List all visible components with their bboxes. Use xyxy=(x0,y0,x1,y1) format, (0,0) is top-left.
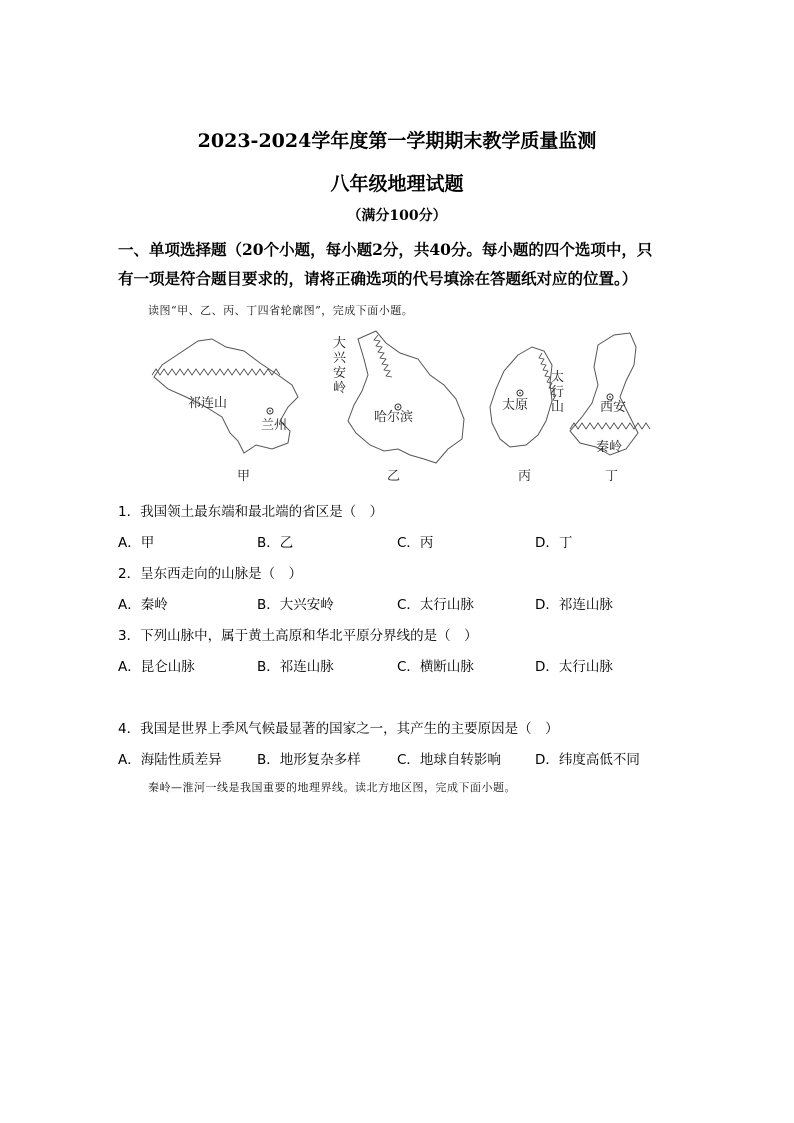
exam-title: 2023-2024学年度第一学期期末教学质量监测 xyxy=(197,130,597,152)
label-lanzhou: 兰州 xyxy=(261,418,288,433)
province-outline-maps xyxy=(140,325,670,490)
question-3-option-b[interactable]: B．祁连山脉 xyxy=(257,659,334,675)
label-daxinganling-3: 安 xyxy=(333,366,347,381)
question-1-option-c[interactable]: C．丙 xyxy=(397,535,434,551)
question-4-option-c[interactable]: C．地球自转影响 xyxy=(397,752,501,768)
label-taihang-1: 太 xyxy=(551,370,565,385)
score-note: （满分100分） xyxy=(347,208,447,224)
question-2-option-a[interactable]: A．秦岭 xyxy=(118,597,168,613)
map-yi xyxy=(333,331,464,484)
question-2-option-c[interactable]: C．太行山脉 xyxy=(397,597,474,613)
label-xian: 西安 xyxy=(600,400,627,415)
label-harbin: 哈尔滨 xyxy=(374,410,414,425)
question-2-option-b[interactable]: B．大兴安岭 xyxy=(257,597,334,613)
question-3-option-c[interactable]: C．横断山脉 xyxy=(397,659,474,675)
question-2-option-d[interactable]: D．祁连山脉 xyxy=(535,597,613,613)
caption-jia: 甲 xyxy=(237,469,251,484)
section-heading-line2: 有一项是符合题目要求的，请将正确选项的代号填涂在答题纸对应的位置。） xyxy=(118,269,638,288)
label-daxinganling-2: 兴 xyxy=(333,351,347,366)
question-3-stem: 3．下列山脉中，属于黄土高原和华北平原分界线的是（ ） xyxy=(118,628,478,644)
caption-yi: 乙 xyxy=(387,469,401,484)
map-jia xyxy=(152,339,298,484)
label-daxinganling-1: 大 xyxy=(333,336,347,351)
caption-bing: 丙 xyxy=(518,469,532,484)
question-1-option-b[interactable]: B．乙 xyxy=(257,535,294,551)
caption-ding: 丁 xyxy=(605,469,619,484)
map-intro-text: 读图“甲、乙、丙、丁四省轮廓图”，完成下面小题。 xyxy=(148,304,414,317)
section-heading-line1: 一、单项选择题（20个小题，每小题2分，共40分。每小题的四个选项中，只 xyxy=(118,240,653,259)
question-3-option-a[interactable]: A．昆仑山脉 xyxy=(118,659,195,675)
question-2-stem: 2．呈东西走向的山脉是（ ） xyxy=(118,566,303,582)
question-1-option-d[interactable]: D．丁 xyxy=(535,535,573,551)
label-taihang-2: 行 xyxy=(551,385,565,400)
label-qilian-mountain: 祁连山 xyxy=(188,396,228,411)
question-1-stem: 1．我国领土最东端和最北端的省区是（ ） xyxy=(118,504,384,520)
question-3-option-d[interactable]: D．太行山脉 xyxy=(535,659,613,675)
question-4-option-d[interactable]: D．纬度高低不同 xyxy=(535,752,640,768)
label-taihang-3: 山 xyxy=(551,400,565,415)
question-1-option-a[interactable]: A．甲 xyxy=(118,535,155,551)
question-4-option-b[interactable]: B．地形复杂多样 xyxy=(257,752,361,768)
label-daxinganling-4: 岭 xyxy=(333,381,347,396)
question-4-option-a[interactable]: A．海陆性质差异 xyxy=(118,752,222,768)
label-taiyuan: 太原 xyxy=(502,398,529,413)
question-4-stem: 4．我国是世界上季风气候最显著的国家之一，其产生的主要原因是（ ） xyxy=(118,721,559,737)
northern-region-intro-text: 秦岭—淮河一线是我国重要的地理界线。读北方地区图，完成下面小题。 xyxy=(148,781,516,794)
map-ding xyxy=(570,333,650,484)
map-bing xyxy=(490,347,564,484)
label-qinling: 秦岭 xyxy=(596,440,623,455)
exam-subtitle: 八年级地理试题 xyxy=(330,173,464,195)
